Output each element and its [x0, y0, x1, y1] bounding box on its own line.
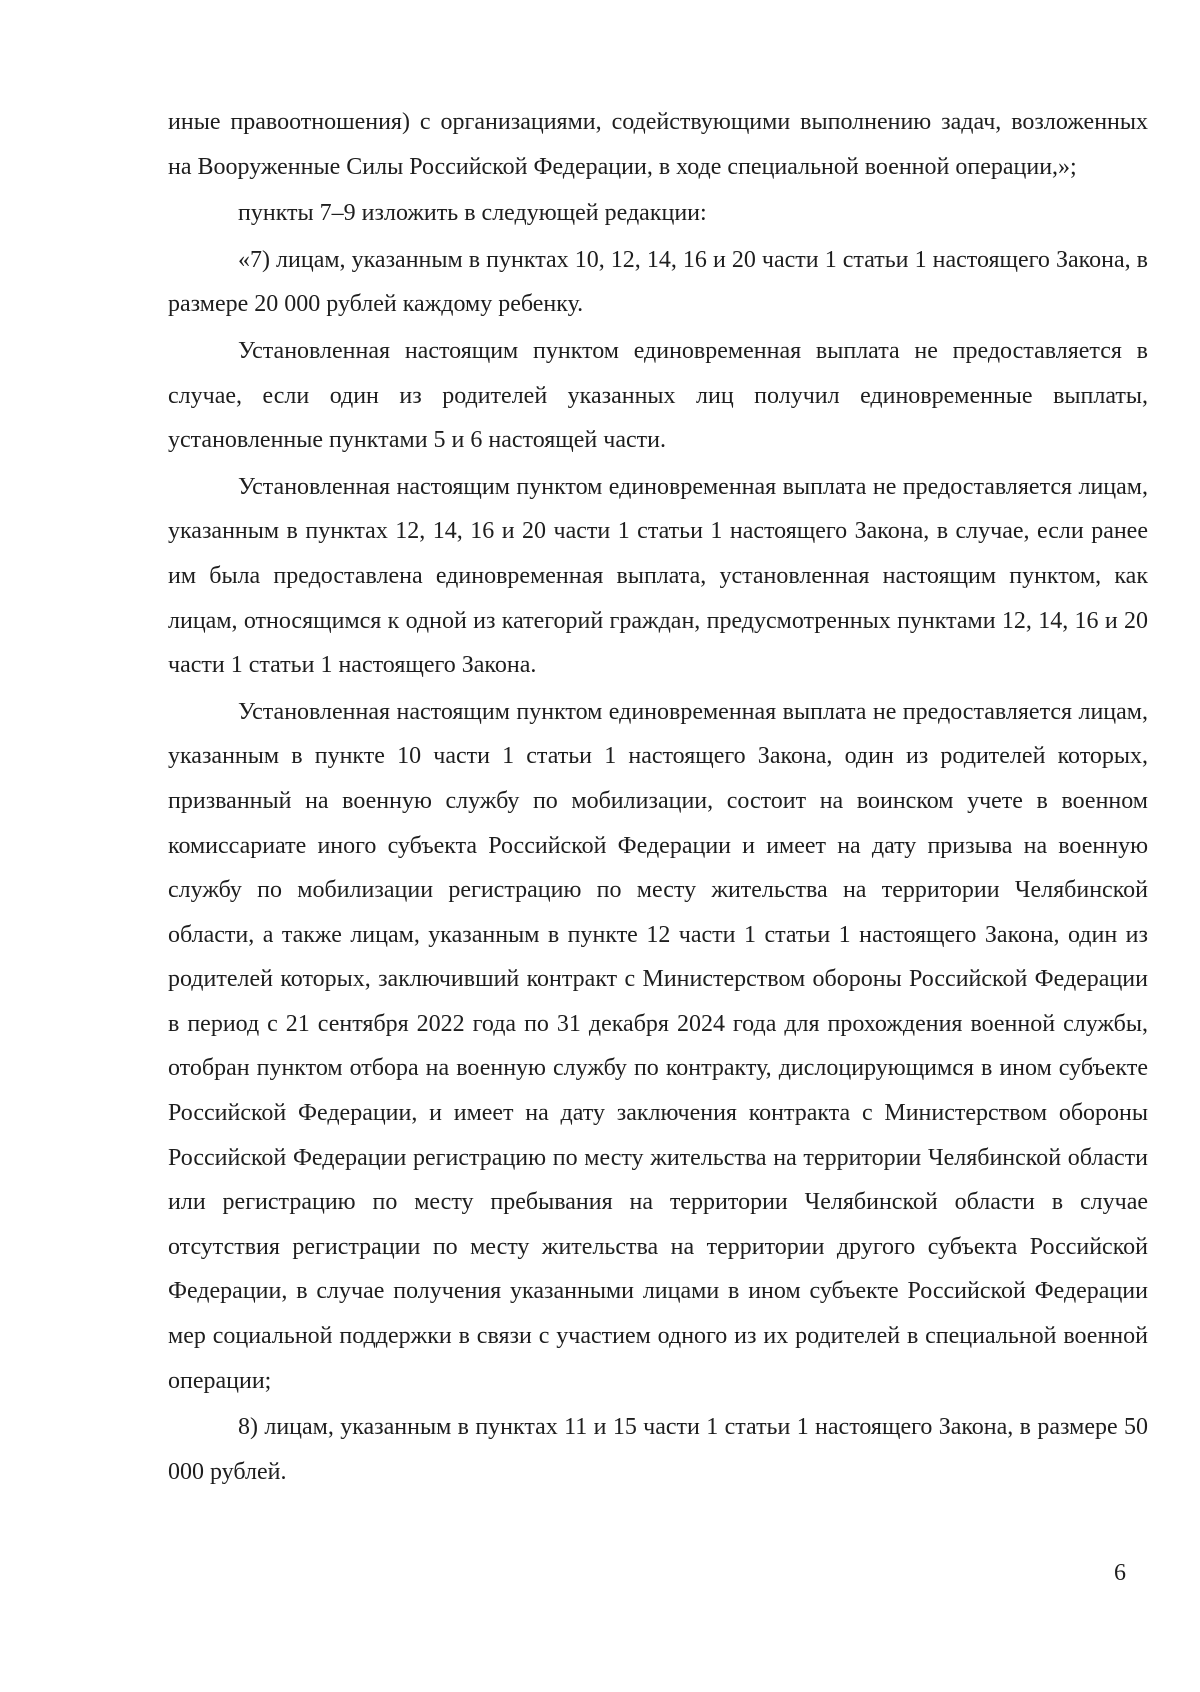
paragraph-item-8: 8) лицам, указанным в пунктах 11 и 15 части 1 статьи 1 настоящего Закона, в размере 50 000 рублей.	[168, 1414, 1148, 1485]
paragraph-exception-2: Установленная настоящим пунктом единовременная выплата не предоставляется лицам, указанным в пунктах 12, 14, 16 и 20 части 1 статьи 1 настоящего Закона, в случае, если ранее им была предоставлена единовременная выплата, установленная настоящим пунктом, как лицам, относящимся к одной из категорий граждан, предусмотренных пунктами 12, 14, 16 и 20 части 1 статьи 1 настоящего Закона.	[168, 473, 1148, 679]
document-body	[168, 100, 1148, 1494]
page-number: 6	[1114, 1560, 1126, 1586]
paragraph-amendment-intro: пункты 7–9 изложить в следующей редакции:	[238, 200, 707, 227]
paragraph-item-7: «7) лицам, указанным в пунктах 10, 12, 14, 16 и 20 части 1 статьи 1 настоящего Закона, в размере 20 000 рублей каждому ребенку.	[168, 246, 1148, 318]
paragraph-exception-3: Установленная настоящим пунктом единовременная выплата не предоставляется лицам, указанным в пункте 10 части 1 статьи 1 настоящего Закона, один из родителей которых, призванный на военную службу по мобилизации, состоит на воинском учете в военном комиссариате иного субъекта Российской Федерации и имеет на дату призыва на военную службу по мобилизации регистрацию по месту жительства на территории Челябинской области, а также лицам, указанным в пункте 12 части 1 статьи 1 настоящего Закона, один из родителей которых, заключивший контракт с Министерством обороны Российской Федерации в период с 21 сентября 2022 года по 31 декабря 2024 года для прохождения военной службы, отобран пунктом отбора на военную службу по контракту, дислоцирующимся в ином субъекте Российской Федерации, и имеет на дату заключения контракта с Министерством обороны Российской Федерации регистрацию по месту жительства на территории Челябинской области или регистрацию по месту пребывания на территории Челябинской области в случае отсутствия регистрации по месту жительства на территории другого субъекта Российской Федерации, в случае получения указанными лицами в ином субъекте Российской Федерации мер социальной поддержки в связи с участием одного из их родителей в специальной военной операции;	[168, 698, 1148, 1394]
paragraph-exception-1: Установленная настоящим пунктом единовременная выплата не предоставляется в случае, если один из родителей указанных лиц получил единовременные выплаты, установленные пунктами 5 и 6 настоящей части.	[168, 337, 1148, 454]
paragraph-continuation: иные правоотношения) с организациями, содействующими выполнению задач, возложенных на Вооруженные Силы Российской Федерации, в ходе специальной военной операции,»;	[168, 109, 1148, 180]
